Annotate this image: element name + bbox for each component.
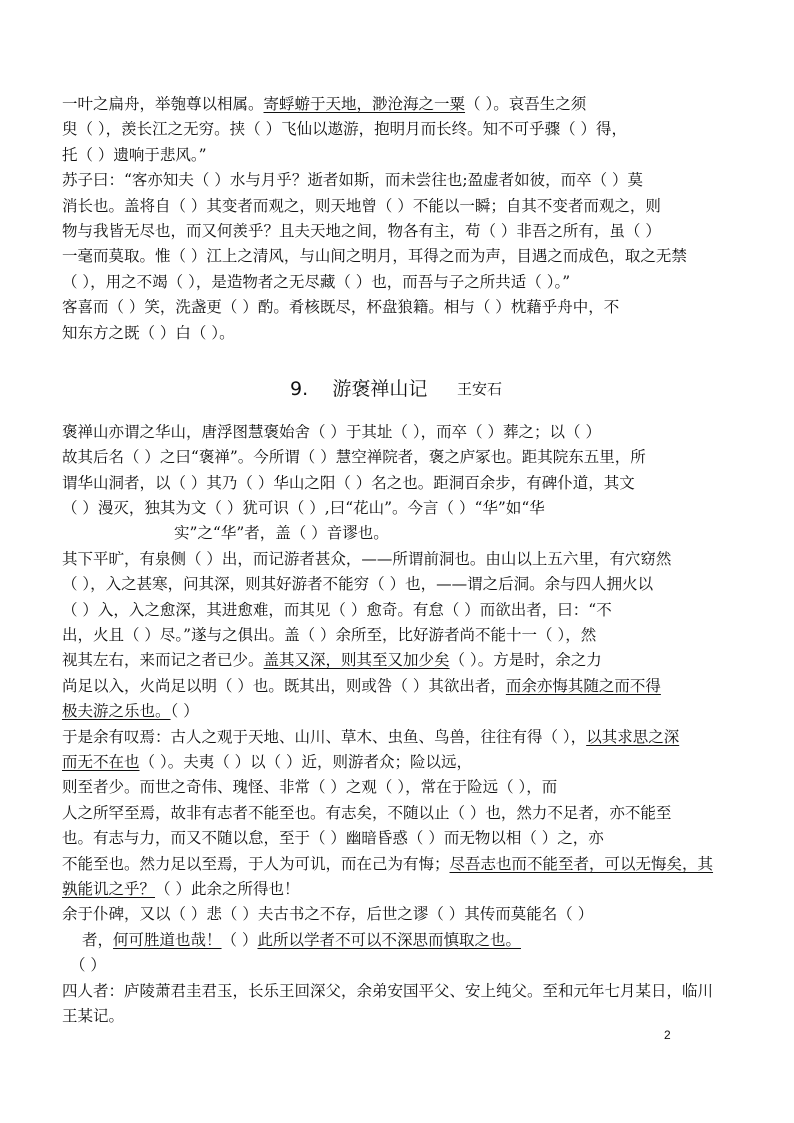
text-segment: （ ），入之甚寒，问其深，则其好游者不能穷（ ）也，——谓之后洞。余与四人拥火以: [62, 575, 654, 594]
passage-you-baochanshan-ji: [62, 420, 742, 1029]
text-line: [62, 979, 742, 1004]
text-line: [62, 674, 742, 699]
text-line: [62, 699, 742, 724]
text-segment: 托（ ）遗响于悲风。”: [62, 145, 207, 164]
text-line: [62, 496, 742, 521]
text-segment: 不能至也。然力足以至焉，于人为可讥，而在己为有悔；: [62, 854, 450, 873]
section-author: 王安石: [457, 379, 503, 398]
text-line: [62, 902, 742, 927]
text-segment: （ ），用之不竭（ ），是造物者之无尽藏（ ）也，而吾与子之所共适（ ）。”: [62, 272, 571, 291]
text-segment: 褒禅山亦谓之华山，唐浮图慧褒始舍（ ）于其址（ ），而卒（ ）葬之；以（ ）: [62, 422, 601, 441]
text-line: [62, 725, 742, 750]
underlined-phrase: 尽吾志也而不能至者，可以无悔矣，其: [449, 854, 714, 873]
text-segment: 知东方之既（ ）白（ ）。: [62, 323, 235, 342]
section-title-text: 游褒禅山记: [332, 377, 428, 400]
text-segment: （ ）漫灭，独其为文（ ）犹可识（ ）,曰“花山”。今言（ ）“华”如“华: [62, 499, 545, 518]
text-line: [62, 321, 742, 346]
section-title: [290, 374, 427, 401]
text-line: [62, 928, 742, 953]
text-line: [62, 572, 742, 597]
text-segment: 消长也。盖将自（ ）其变者而观之，则天地曾（ ）不能以一瞬；自其不变者而观之，则: [62, 196, 661, 215]
text-segment: 臾（ ），羡长江之无穷。挟（ ）飞仙以遨游，抱明月而长终。知不可乎骤（ ）得，: [62, 120, 628, 139]
text-line: [62, 775, 742, 800]
underlined-phrase: 盖其又深，则其至又加少矣: [263, 651, 450, 670]
text-line: [62, 117, 742, 142]
section-number: 9.: [290, 377, 309, 400]
text-segment: 则至者少。而世之奇伟、瑰怪、非常（ ）之观（ ），常在于险远（ ），而: [62, 778, 558, 797]
text-line: [62, 219, 742, 244]
text-segment: 四人者：庐陵萧君圭君玉，长乐王回深父，余弟安国平父、安上纯父。至和元年七月某日，临川: [62, 981, 714, 1000]
text-segment: （ ）: [221, 930, 258, 949]
text-line: [62, 521, 742, 546]
text-line: [62, 194, 742, 219]
underlined-phrase: 何可胜道也哉！: [113, 930, 222, 949]
text-segment: 尚足以入，火尚足以明（ ）也。既其出，则或咎（ ）其欲出者，: [62, 676, 506, 695]
passage-chibi-fu-continued: [62, 92, 742, 346]
text-segment: 者，: [82, 930, 114, 949]
text-segment: 一毫而莫取。惟（ ）江上之清风，与山间之明月，耳得之而为声，目遇之而成色，取之无禁: [62, 247, 687, 266]
text-line: [62, 295, 742, 320]
underlined-phrase: 而余亦悔其随之而不得: [505, 676, 661, 695]
underlined-phrase: 孰能讥之乎？: [62, 879, 156, 898]
text-segment: （ ）。方是时，余之力: [449, 651, 602, 670]
text-line: [62, 270, 742, 295]
text-line: [62, 623, 742, 648]
text-segment: 谓华山洞者，以（ ）其乃（ ）华山之阳（ ）名之也。距洞百余步，有碑仆道，其文: [62, 473, 635, 492]
text-segment: 苏子曰：“客亦知夫（ ）水与月乎？逝者如斯，而未尝往也;盈虚者如彼，而卒（ ）莫: [62, 171, 644, 190]
text-segment: （ ）入，入之愈深，其进愈难，而其见（ ）愈奇。有怠（ ）而欲出者，曰：“不: [62, 600, 612, 619]
text-line: [62, 877, 742, 902]
text-segment: （ ）: [170, 702, 199, 721]
text-segment: 人之所罕至焉，故非有志者不能至也。有志矣，不随以止（ ）也，然力不足者，亦不能至: [62, 803, 672, 822]
text-segment: 也。有志与力，而又不随以怠，至于（ ）幽暗昏惑（ ）而无物以相（ ）之，亦: [62, 829, 604, 848]
underlined-phrase: 此所以学者不可以不深思而慎取之也。: [257, 930, 521, 949]
text-segment: 一叶之扁舟，举匏尊以相属。: [62, 95, 264, 113]
text-line: [62, 801, 742, 826]
text-line: [62, 1004, 742, 1029]
text-line: [62, 471, 742, 496]
underlined-phrase: 以其求思之深: [586, 727, 680, 746]
text-segment: 其下平旷，有泉侧（ ）出，而记游者甚众，——所谓前洞也。由山以上五六里，有穴窈然: [62, 549, 672, 568]
text-segment: （ ）此余之所得也！: [155, 879, 300, 898]
text-line: [62, 852, 742, 877]
text-segment: 王某记。: [62, 1006, 125, 1025]
text-segment: 客喜而（ ）笑，洗盏更（ ）酌。肴核既尽，杯盘狼籍。相与（ ）枕藉乎舟中，不: [62, 298, 620, 317]
text-line: [62, 168, 742, 193]
text-line: [62, 420, 742, 445]
text-segment: （ ）。哀吾生之须: [465, 95, 587, 113]
underlined-phrase: 极夫游之乐也。: [62, 702, 171, 721]
text-segment: 故其后名（ ）之曰“褒禅”。今所谓（ ）慧空禅院者，褒之庐冢也。距其院东五里，所: [62, 448, 646, 467]
text-line: [62, 92, 742, 117]
text-segment: 余于仆碑，又以（ ）悲（ ）夫古书之不存，后世之谬（ ）其传而莫能名（ ）: [62, 905, 594, 924]
text-line: [62, 953, 742, 978]
page-number: 2: [664, 1028, 671, 1042]
text-segment: （ ）: [70, 956, 106, 975]
underlined-phrase: 寄蜉蝣于天地，渺沧海之一粟: [263, 95, 466, 113]
text-segment: 视其左右，来而记之者已少。: [62, 651, 264, 670]
text-line: [62, 244, 742, 269]
document-page: [62, 92, 742, 1029]
text-line: [62, 547, 742, 572]
text-line: [62, 648, 742, 673]
text-segment: 出，火且（ ）尽。”遂与之俱出。盖（ ）余所至，比好游者尚不能十一（ ），然: [62, 626, 597, 645]
text-segment: 物与我皆无尽也，而又何羡乎？且夫天地之间，物各有主，苟（ ）非吾之所有，虽（ ）: [62, 221, 661, 240]
text-line: [62, 445, 742, 470]
text-line: [62, 826, 742, 851]
text-line: [62, 598, 742, 623]
text-segment: 于是余有叹焉：古人之观于天地、山川、草木、虫鱼、鸟兽，往往有得（ ），: [62, 727, 587, 746]
text-line: [62, 143, 742, 168]
text-line: [62, 750, 742, 775]
section-heading: [62, 356, 742, 420]
underlined-phrase: 而无不在也: [62, 752, 140, 771]
text-segment: （ ）。夫夷（ ）以（ ）近，则游者众；险以远，: [139, 752, 473, 771]
text-segment: 实”之“华”者，盖（ ）音谬也。: [174, 524, 389, 543]
